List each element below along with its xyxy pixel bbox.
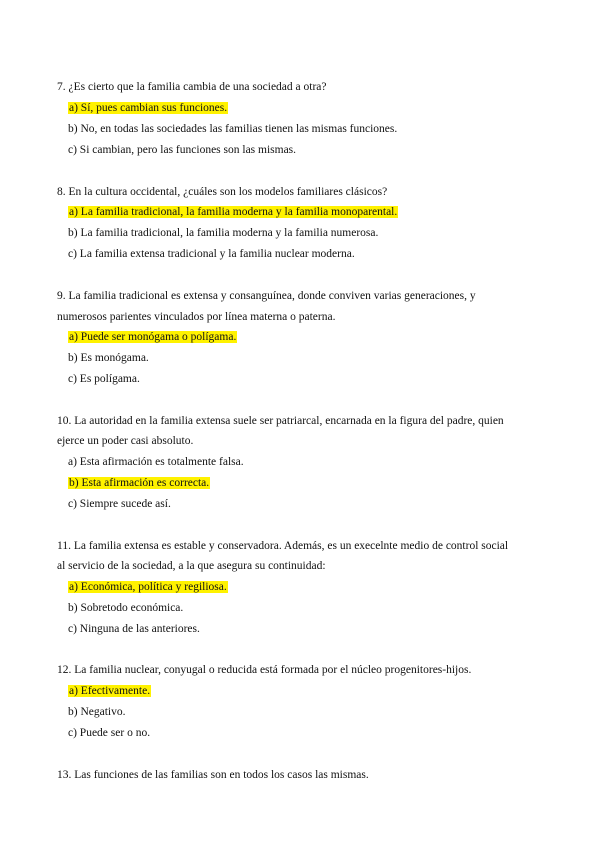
question-13-text: 13. Las funciones de las familias son en todos los casos las mismas.: [57, 769, 369, 781]
question-11-text-line-1: 11. La familia extensa es estable y conservadora. Además, es un execelnte medio de control social: [57, 540, 509, 552]
question-9-option-b: b) Es monógama.: [68, 352, 149, 364]
question-12-option-b: b) Negativo.: [68, 706, 126, 718]
question-10-option-c: c) Siempre sucede así.: [68, 498, 171, 510]
question-7-option-c: c) Si cambian, pero las funciones son las mismas.: [68, 144, 297, 156]
question-9-option-a: [68, 330, 237, 344]
question-8-option-c: c) La familia extensa tradicional y la familia nuclear moderna.: [68, 248, 355, 260]
question-10-option-a: a) Esta afirmación es totalmente falsa.: [68, 456, 244, 468]
question-7-text: 7. ¿Es cierto que la familia cambia de una sociedad a otra?: [57, 81, 327, 93]
question-11-option-a: [68, 580, 228, 594]
answer-highlight: a) Sí, pues cambian sus funciones.: [69, 102, 228, 114]
question-12-option-c: c) Puede ser o no.: [68, 727, 151, 739]
question-9-option-c: c) Es polígama.: [68, 373, 140, 385]
question-11-option-c: c) Ninguna de las anteriores.: [68, 623, 200, 635]
question-10-text-line-2: ejerce un poder casi absoluto.: [57, 435, 194, 447]
answer-highlight: b) Esta afirmación es correcta.: [69, 477, 210, 489]
question-8-option-b: b) La familia tradicional, la familia moderna y la familia numerosa.: [68, 227, 379, 239]
question-9-text-line-1: 9. La familia tradicional es extensa y consanguínea, donde conviven varias generaciones, y: [57, 290, 476, 302]
question-11-option-b: b) Sobretodo económica.: [68, 602, 184, 614]
answer-highlight: a) Económica, política y regiliosa.: [69, 581, 227, 593]
question-12-text: 12. La familia nuclear, conyugal o reducida está formada por el núcleo progenitores-hijos.: [57, 664, 472, 676]
answer-highlight: a) Puede ser monógama o polígama.: [69, 331, 237, 343]
question-7-option-a: [68, 101, 228, 115]
question-10-text-line-1: 10. La autoridad en la familia extensa suele ser patriarcal, encarnada en la figura del padre, quien: [57, 415, 504, 427]
question-12-option-a: [68, 684, 151, 698]
question-7-option-b: b) No, en todas las sociedades las familias tienen las mismas funciones.: [68, 123, 398, 135]
answer-highlight: a) Efectivamente.: [69, 685, 151, 697]
question-8-option-a: [68, 205, 398, 219]
question-10-option-b: [68, 476, 210, 490]
question-11-text-line-2: al servicio de la sociedad, a la que asegura su continuidad:: [57, 560, 326, 572]
answer-highlight: a) La familia tradicional, la familia moderna y la familia monoparental.: [69, 206, 398, 218]
question-8-text: 8. En la cultura occidental, ¿cuáles son los modelos familiares clásicos?: [57, 186, 388, 198]
question-9-text-line-2: numerosos parientes vinculados por línea materna o paterna.: [57, 311, 336, 323]
